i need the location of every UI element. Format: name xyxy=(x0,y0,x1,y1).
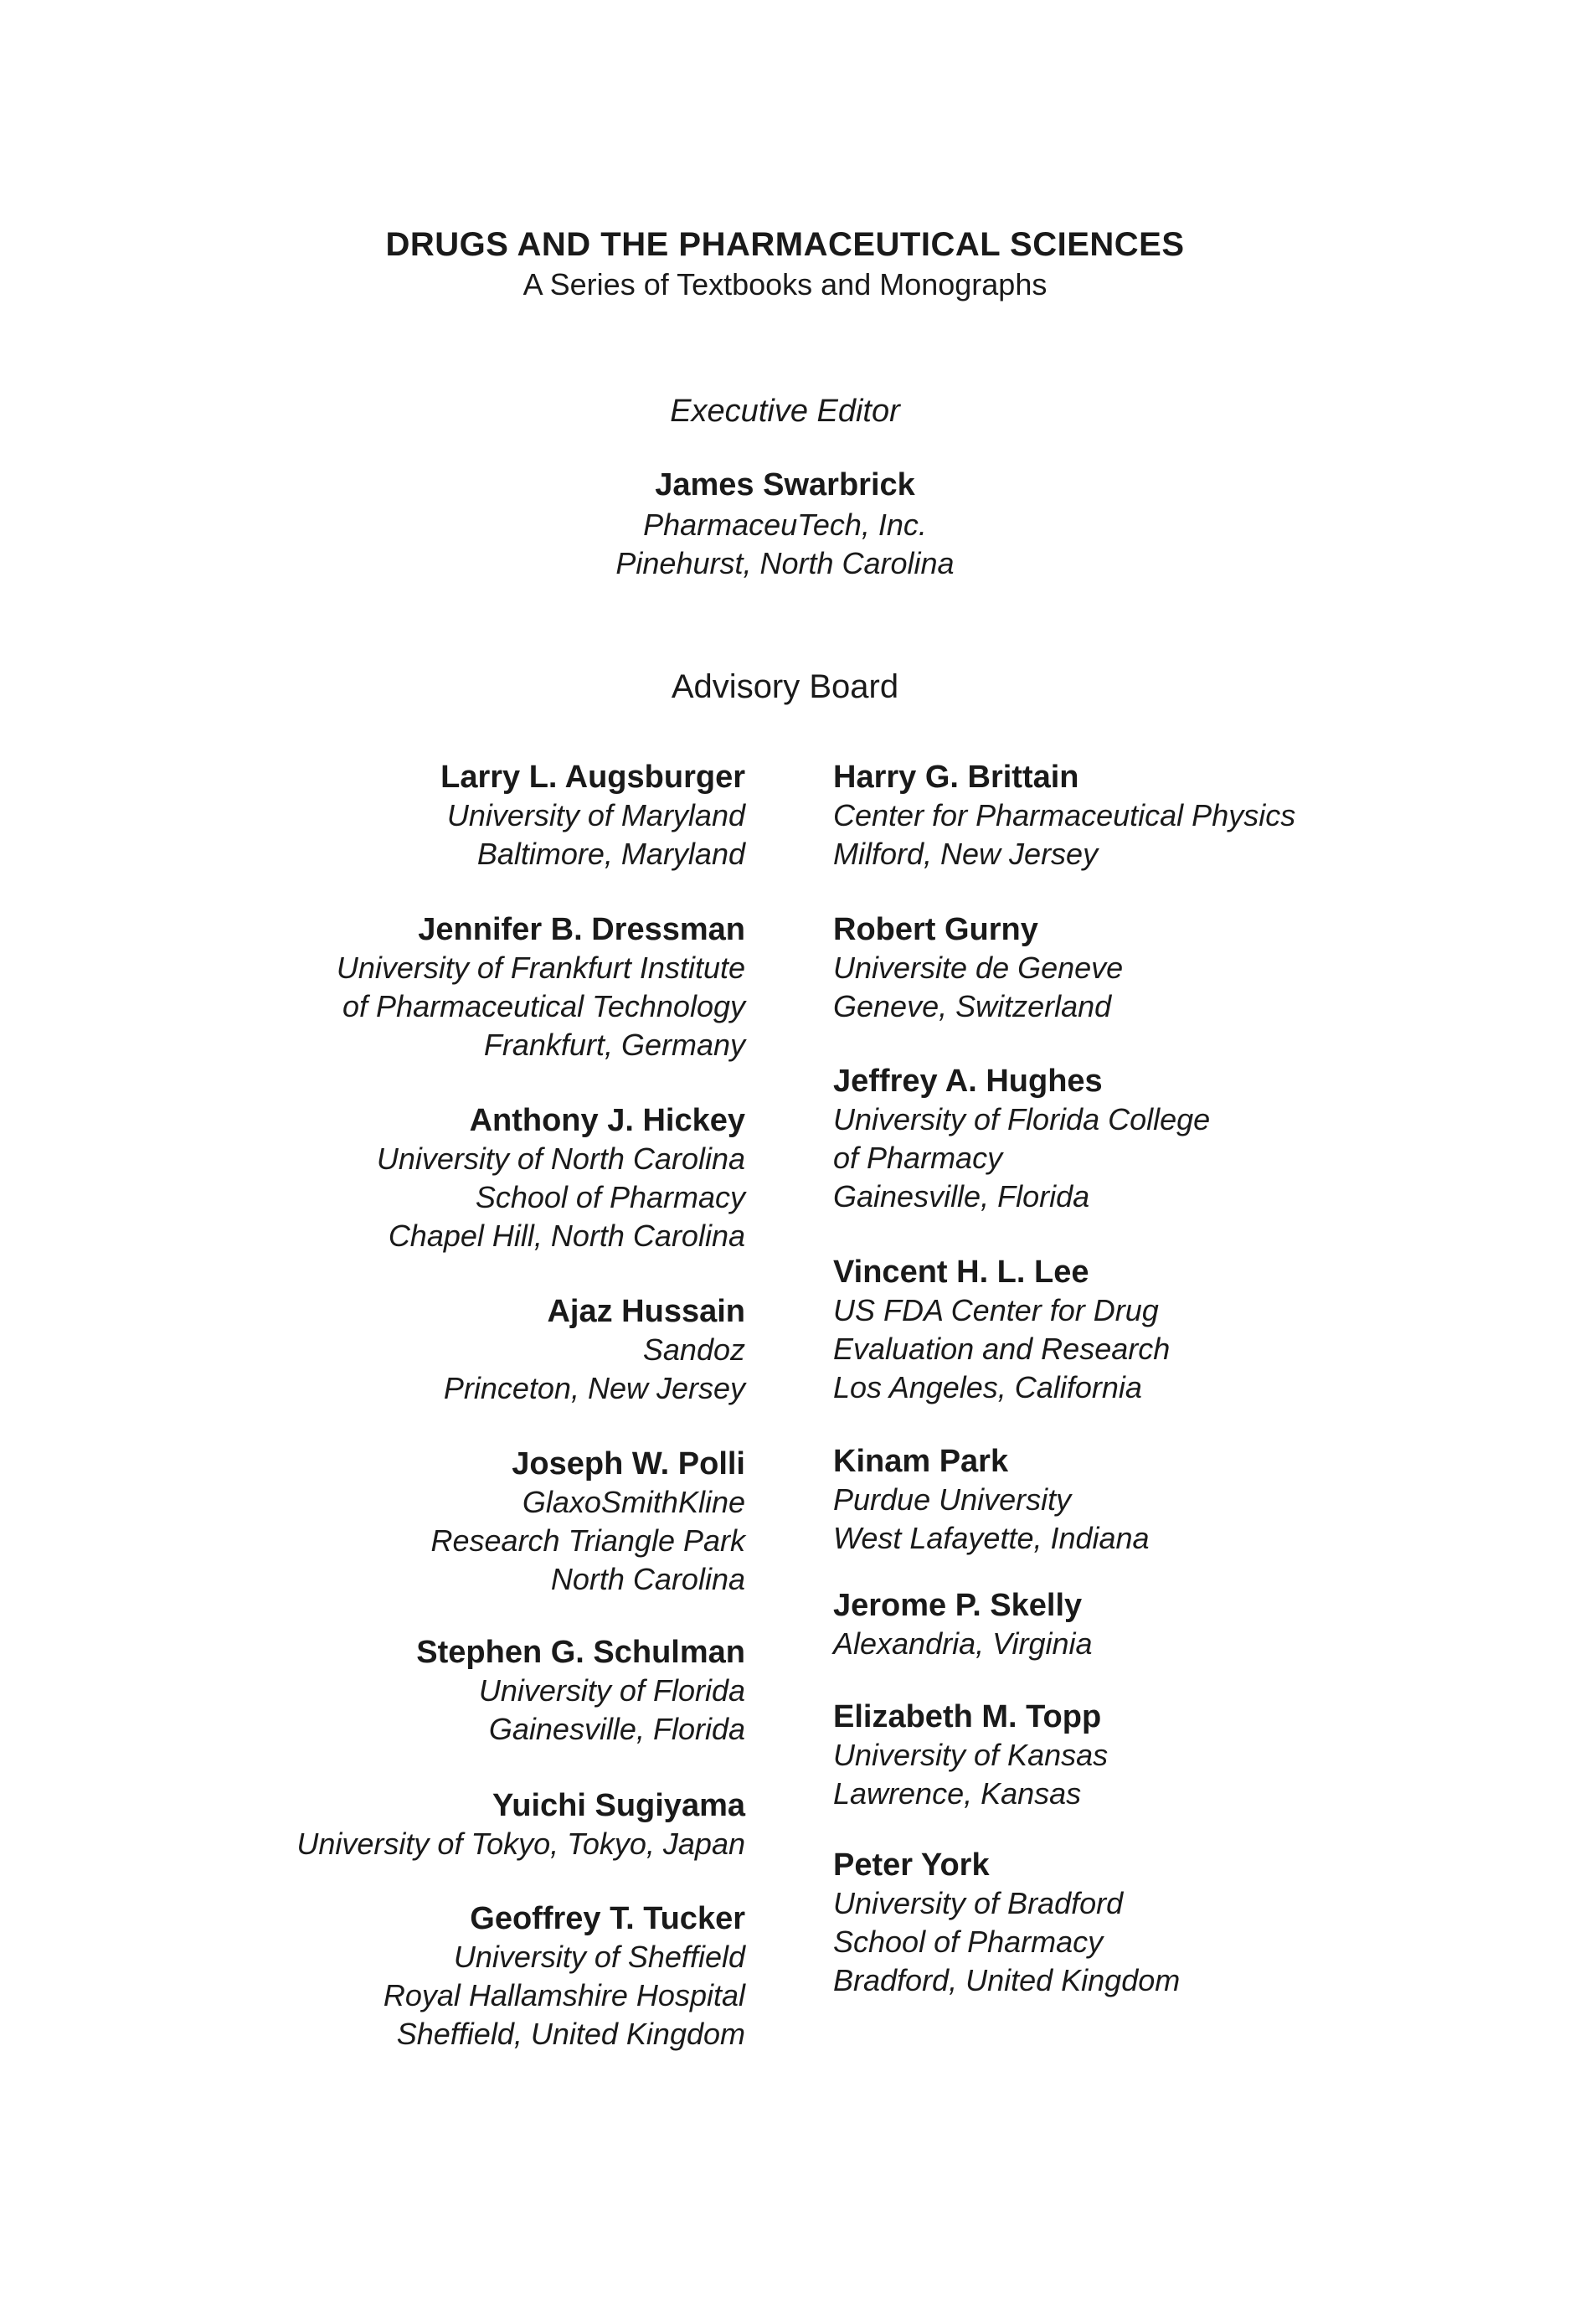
member-affiliation: School of Pharmacy xyxy=(475,1180,745,1214)
board-member xyxy=(833,1062,1210,1216)
board-member xyxy=(833,910,1123,1026)
board-member xyxy=(833,1846,1180,2000)
member-name: Joseph W. Polli xyxy=(512,1446,745,1481)
member-name: Peter York xyxy=(833,1847,990,1883)
member-affiliation: Evaluation and Research xyxy=(833,1332,1171,1366)
board-member xyxy=(833,1698,1108,1813)
member-location: North Carolina xyxy=(550,1562,745,1596)
member-affiliation: GlaxoSmithKline xyxy=(522,1485,745,1519)
member-name: Robert Gurny xyxy=(833,912,1038,947)
member-location: Gainesville, Florida xyxy=(488,1712,745,1746)
advisory-board-right-column xyxy=(833,0,1553,2324)
member-name: Harry G. Brittain xyxy=(833,760,1079,795)
member-affiliation: University of Florida xyxy=(478,1673,745,1708)
member-affiliation: School of Pharmacy xyxy=(833,1925,1104,1959)
board-member xyxy=(833,1253,1170,1407)
advisory-board-label: Advisory Board xyxy=(671,668,899,705)
member-name: Kinam Park xyxy=(833,1444,1009,1479)
series-subtitle: A Series of Textbooks and Monographs xyxy=(522,267,1048,301)
member-location: Alexandria, Virginia xyxy=(833,1626,1093,1661)
member-location: Milford, New Jersey xyxy=(833,837,1099,871)
member-location: Lawrence, Kansas xyxy=(833,1776,1082,1811)
member-name: Anthony J. Hickey xyxy=(469,1103,745,1138)
member-affiliation: University of Florida College xyxy=(833,1102,1211,1136)
member-location: Baltimore, Maryland xyxy=(476,837,745,871)
executive-editor-name: James Swarbrick xyxy=(655,467,915,502)
member-affiliation: University of Sheffield xyxy=(453,1940,745,1974)
member-location: Frankfurt, Germany xyxy=(483,1028,745,1062)
member-location: Los Angeles, California xyxy=(833,1370,1142,1404)
member-name: Larry L. Augsburger xyxy=(440,760,745,795)
member-name: Yuichi Sugiyama xyxy=(492,1788,745,1823)
member-location: Chapel Hill, North Carolina xyxy=(388,1219,745,1253)
board-member xyxy=(296,1786,745,1863)
member-name: Jerome P. Skelly xyxy=(833,1588,1083,1623)
executive-editor-location: Pinehurst, North Carolina xyxy=(615,546,955,580)
member-name: Geoffrey T. Tucker xyxy=(470,1901,745,1936)
member-affiliation: University of Kansas xyxy=(833,1738,1109,1772)
member-location: West Lafayette, Indiana xyxy=(833,1521,1150,1555)
member-name: Jeffrey A. Hughes xyxy=(833,1064,1103,1099)
executive-editor-label: Executive Editor xyxy=(670,394,900,429)
member-location: Geneve, Switzerland xyxy=(833,989,1112,1023)
member-location: Research Triangle Park xyxy=(430,1523,745,1558)
member-name: Jennifer B. Dressman xyxy=(418,912,745,947)
member-name: Elizabeth M. Topp xyxy=(833,1699,1102,1734)
series-title: DRUGS AND THE PHARMACEUTICAL SCIENCES xyxy=(385,226,1185,263)
member-affiliation: Royal Hallamshire Hospital xyxy=(383,1978,745,2012)
member-location: Princeton, New Jersey xyxy=(443,1371,745,1405)
member-name: Ajaz Hussain xyxy=(547,1294,745,1329)
member-affiliation: Purdue University xyxy=(833,1482,1072,1517)
board-member xyxy=(337,910,745,1064)
member-affiliation: Center for Pharmaceutical Physics xyxy=(833,798,1296,832)
board-member xyxy=(833,758,1295,873)
member-name: Vincent H. L. Lee xyxy=(833,1255,1089,1290)
board-member xyxy=(833,1586,1093,1663)
board-member xyxy=(416,1633,745,1749)
member-affiliation: University of Bradford xyxy=(833,1886,1124,1920)
member-affiliation: Sandoz xyxy=(642,1332,745,1367)
member-name: Stephen G. Schulman xyxy=(416,1635,745,1670)
board-member xyxy=(833,1442,1150,1558)
member-location: Sheffield, United Kingdom xyxy=(396,2017,745,2051)
board-member xyxy=(383,1899,745,2053)
member-location: Gainesville, Florida xyxy=(833,1179,1090,1214)
advisory-board-left-column xyxy=(0,0,745,2324)
member-location: Bradford, United Kingdom xyxy=(833,1963,1181,1997)
board-member xyxy=(377,1101,745,1255)
executive-editor-affiliation: PharmaceuTech, Inc. xyxy=(643,508,927,542)
board-member xyxy=(431,1445,746,1599)
member-affiliation: of Pharmaceutical Technology xyxy=(342,989,745,1023)
member-affiliation: Universite de Geneve xyxy=(833,951,1124,985)
board-member xyxy=(440,758,745,873)
member-affiliation: of Pharmacy xyxy=(833,1141,1003,1175)
member-affiliation: University of North Carolina xyxy=(376,1141,745,1176)
member-affiliation: University of Frankfurt Institute xyxy=(336,951,745,985)
board-member xyxy=(444,1292,745,1408)
member-affiliation: University of Maryland xyxy=(446,798,745,832)
member-affiliation: University of Tokyo, Tokyo, Japan xyxy=(296,1827,745,1861)
member-affiliation: US FDA Center for Drug xyxy=(833,1293,1159,1327)
